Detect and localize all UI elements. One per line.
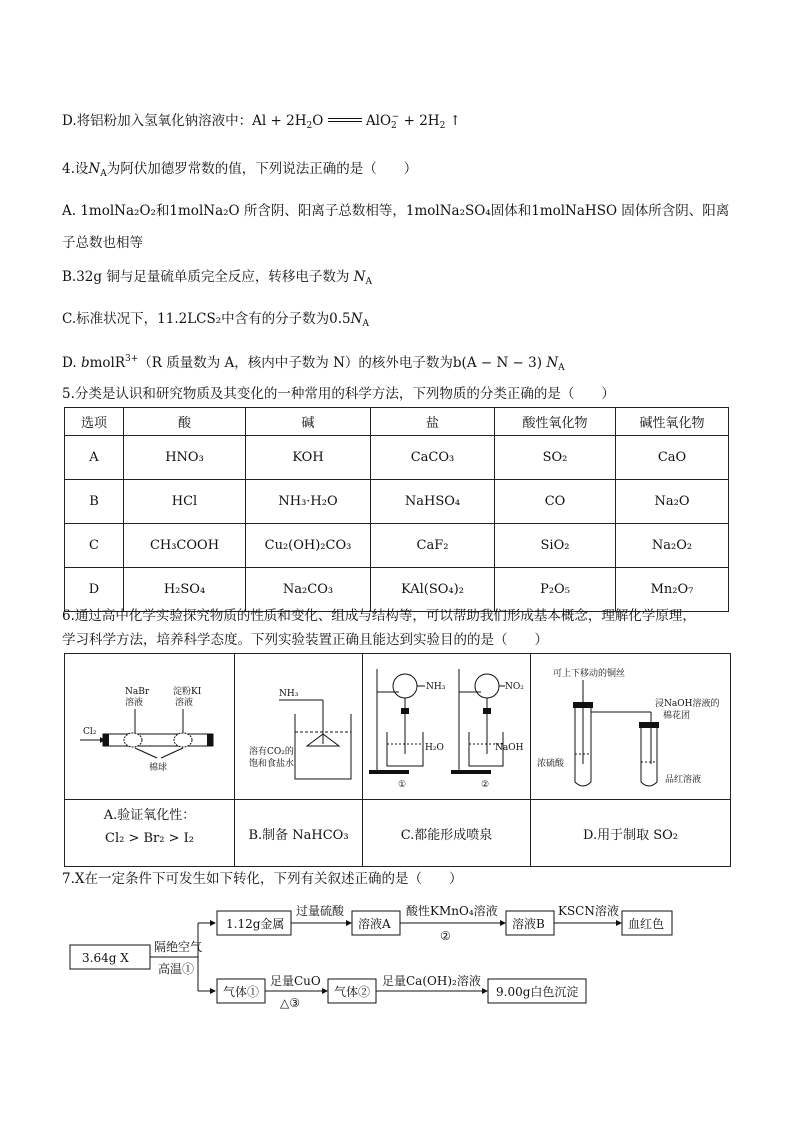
- fig-c-nh3-label: NH₃: [426, 682, 446, 692]
- q7-stem: 7.X在一定条件下可发生如下转化，下列有关叙述正确的是（ ）: [62, 871, 463, 887]
- q4-option-b: B.32g 铜与足量硫单质完全反应，转移电子数为 $N_A$: [62, 269, 372, 287]
- fig-d-wire-label: 可上下移动的铜丝: [553, 669, 626, 679]
- flow-blood: 血红色: [628, 917, 665, 931]
- table-header-row: [65, 408, 729, 436]
- fountain-2: [451, 669, 524, 790]
- fig-b-nh3-label: NH₃: [279, 689, 299, 699]
- col-header: 酸性氧化物: [495, 408, 616, 436]
- q6-stem-line1: 6.通过高中化学实验探究物质的性质和变化、组成与结构等，可以帮助我们形成基本概念，理解化学原理，: [62, 608, 696, 624]
- apparatus-a-diagram: [65, 654, 234, 799]
- apparatus-d-diagram: [531, 654, 730, 799]
- flow-kscn: KSCN溶液: [558, 904, 619, 918]
- fig-d-acid-label: 浓硫酸: [537, 759, 565, 769]
- table-cell: P₂O₅: [495, 568, 616, 612]
- table-cell: CaO: [616, 436, 729, 480]
- flow-metal: 1.12g金属: [226, 917, 285, 931]
- table-cell: Mn₂O₇: [616, 568, 729, 612]
- col-header: 碱性氧化物: [616, 408, 729, 436]
- fig-c-num1: ①: [398, 780, 407, 790]
- classification-table: [64, 407, 729, 612]
- flow-solA: 溶液A: [358, 917, 391, 931]
- flow-cuo: 足量CuO: [270, 974, 321, 988]
- flow-ppt: 9.00g白色沉淀: [496, 985, 579, 999]
- col-header: 选项: [65, 408, 124, 436]
- experiment-figure-table: [64, 653, 731, 867]
- table-row: [65, 568, 729, 612]
- table-row: [65, 524, 729, 568]
- table-cell: NaHSO₄: [371, 480, 495, 524]
- table-row: [65, 436, 729, 480]
- flow-gas1: 气体①: [223, 985, 260, 999]
- fountain-1: [369, 669, 446, 790]
- apparatus-c-diagram: [363, 654, 530, 799]
- col-header: 碱: [246, 408, 371, 436]
- table-cell: CaF₂: [371, 524, 495, 568]
- q5-stem: 5.分类是认识和研究物质及其变化的一种常用的科学方法，下列物质的分类正确的是（ ）: [62, 386, 615, 402]
- table-cell: A: [65, 436, 124, 480]
- flow-step3: △③: [280, 996, 300, 1010]
- table-cell: C: [65, 524, 124, 568]
- fig-b-liquid-label2: 饱和食盐水: [249, 759, 295, 769]
- q3-option-d: D.将铝粉加入氢氧化钠溶液中：$Al + 2H_2O$ $AlO_2^- + 2H_2$ ↑: [62, 112, 461, 131]
- fig-b-liquid-label: 溶有CO₂的: [249, 747, 294, 757]
- fig-d-red-label: 品红溶液: [665, 775, 702, 785]
- fig-c-h2o-label: H₂O: [425, 743, 444, 753]
- option-d-caption: D.用于制取 SO₂: [583, 828, 678, 843]
- fig-c-num2: ②: [481, 780, 490, 790]
- table-cell: D: [65, 568, 124, 612]
- option-c-caption: C.都能形成喷泉: [400, 828, 493, 843]
- flow-step2: ②: [440, 929, 451, 943]
- flow-cond1-bottom: 高温①: [158, 962, 195, 976]
- table-cell: CH₃COOH: [124, 524, 246, 568]
- fig-c-no2-label: NO₂: [505, 682, 524, 692]
- q7-flow-diagram: [60, 895, 740, 1010]
- fig-d-naoh-label: 浸NaOH溶液的: [655, 699, 720, 709]
- option-a-caption: A.验证氧化性： Cl₂ > Br₂ > I₂: [103, 808, 196, 846]
- table-cell: CO: [495, 480, 616, 524]
- col-header: 盐: [371, 408, 495, 436]
- table-cell: KOH: [246, 436, 371, 480]
- fig-a-cl2-label: Cl₂: [83, 727, 97, 737]
- q6-stem-line2: 学习科学方法，培养科学态度。下列实验装置正确且能达到实验目的的是（ ）: [62, 632, 548, 648]
- fig-a-ki-label2: 溶液: [175, 698, 194, 708]
- table-cell: Cu₂(OH)₂CO₃: [246, 524, 371, 568]
- flow-acid: 过量硫酸: [296, 904, 345, 918]
- fig-d-naoh-label2: 棉花团: [663, 711, 691, 721]
- table-cell: HCl: [124, 480, 246, 524]
- option-b-caption: B.制备 NaHCO₃: [248, 828, 349, 843]
- fig-a-ball-label: 棉球: [149, 763, 168, 773]
- table-cell: Na₂O₂: [616, 524, 729, 568]
- fig-a-ki-label: 淀粉KI: [173, 687, 202, 697]
- q4-stem: 4.设$N_A$为阿伏加德罗常数的值，下列说法正确的是（ ）: [62, 161, 418, 179]
- flow-gas2: 气体②: [334, 985, 371, 999]
- fig-a-nabr-label2: 溶液: [125, 698, 144, 708]
- table-row: [65, 480, 729, 524]
- table-cell: H₂SO₄: [124, 568, 246, 612]
- table-cell: Na₂CO₃: [246, 568, 371, 612]
- flow-cond1-top: 隔绝空气: [154, 940, 203, 954]
- flow-start: 3.64g X: [82, 951, 129, 965]
- flow-solB: 溶液B: [512, 917, 545, 931]
- q4-option-a-line1: A. 1molNa₂O₂和1molNa₂O 所含阴、阳离子总数相等，1molNa₂SO₄固体和1molNaHSO 固体所含阴、阳离: [62, 203, 730, 219]
- flow-kmno4: 酸性KMnO₄溶液: [406, 904, 498, 918]
- fig-c-naoh-label: NaOH: [495, 743, 524, 753]
- q4-option-a-line2: 子总数也相等: [62, 235, 143, 251]
- apparatus-b-diagram: [235, 654, 362, 799]
- q4-option-d: D. bmolR$^{3+}$（R 质量数为 A，核内中子数为 N）的核外电子数为b(A − N − 3) $N_A$: [62, 354, 565, 373]
- table-cell: Na₂O: [616, 480, 729, 524]
- table-cell: SiO₂: [495, 524, 616, 568]
- flow-caoh: 足量Ca(OH)₂溶液: [382, 974, 481, 988]
- table-cell: NH₃·H₂O: [246, 480, 371, 524]
- table-cell: CaCO₃: [371, 436, 495, 480]
- table-cell: HNO₃: [124, 436, 246, 480]
- table-cell: B: [65, 480, 124, 524]
- table-cell: KAl(SO₄)₂: [371, 568, 495, 612]
- table-cell: SO₂: [495, 436, 616, 480]
- q4-option-c: C.标准状况下，11.2LCS₂中含有的分子数为$0.5N_A$: [62, 311, 369, 329]
- col-header: 酸: [124, 408, 246, 436]
- fig-a-nabr-label: NaBr: [125, 687, 150, 697]
